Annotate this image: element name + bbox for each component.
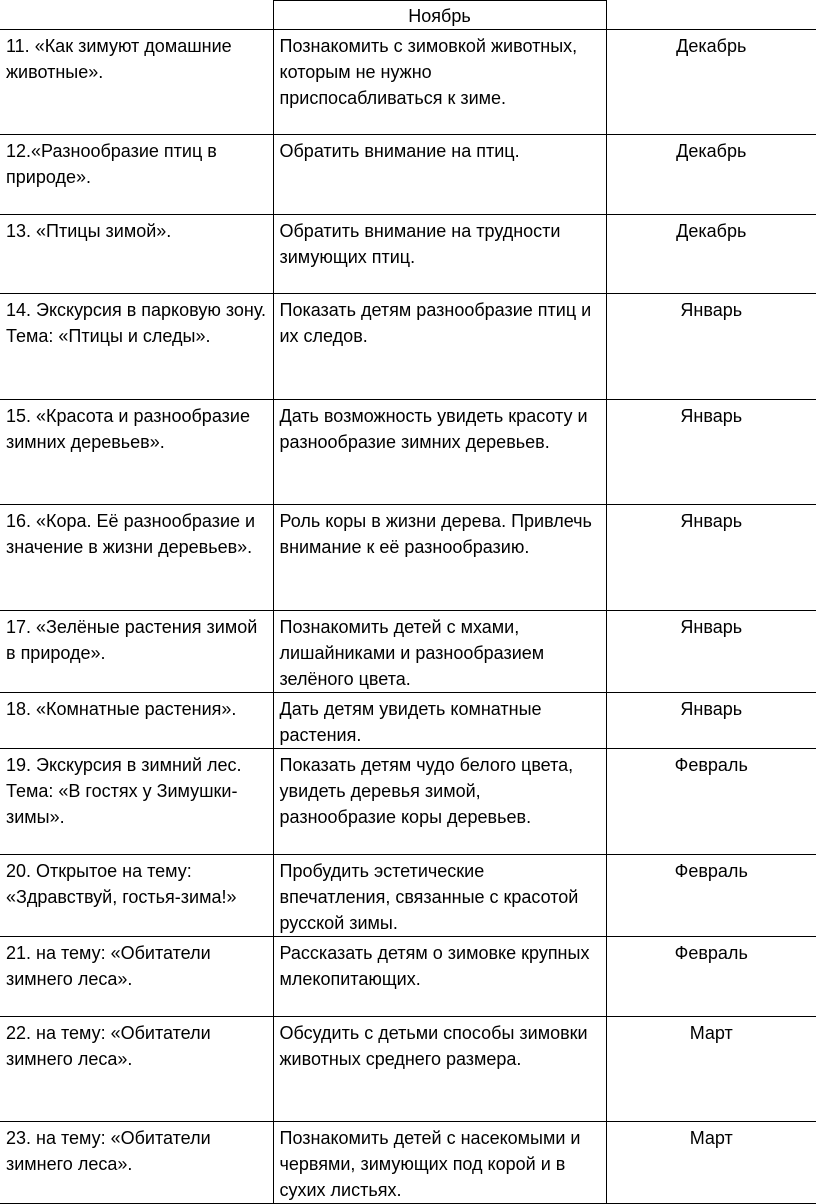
goal-cell: Дать детям увидеть комнатные растения. xyxy=(273,693,606,749)
topic-cell: 11. «Как зимуют домашние животные». xyxy=(0,30,273,135)
goal-cell: Обратить внимание на птиц. xyxy=(273,135,606,215)
goal-cell: Познакомить с зимовкой животных, которым не нужно приспосабливаться к зиме. xyxy=(273,30,606,135)
topic-cell: 17. «Зелёные растения зимой в природе». xyxy=(0,611,273,693)
table-row xyxy=(0,505,816,611)
table-row xyxy=(0,1017,816,1122)
topic-cell: 23. на тему: «Обитатели зимнего леса». xyxy=(0,1122,273,1204)
goal-cell: Рассказать детям о зимовке крупных млекопитающих. xyxy=(273,937,606,1017)
month-cell: Март xyxy=(606,1122,816,1204)
month-cell: Декабрь xyxy=(606,215,816,294)
goal-cell: Обратить внимание на трудности зимующих птиц. xyxy=(273,215,606,294)
goal-cell: Показать детям чудо белого цвета, увидеть деревья зимой, разнообразие коры деревьев. xyxy=(273,749,606,855)
goal-cell: Роль коры в жизни дерева. Привлечь внимание к её разнообразию. xyxy=(273,505,606,611)
table-row xyxy=(0,294,816,400)
month-cell: Март xyxy=(606,1017,816,1122)
month-cell: Январь xyxy=(606,294,816,400)
topic-cell: 12.«Разнообразие птиц в природе». xyxy=(0,135,273,215)
goal-cell: Пробудить эстетические впечатления, связанные с красотой русской зимы. xyxy=(273,855,606,937)
table-row xyxy=(0,611,816,693)
goal-cell: Познакомить детей с мхами, лишайниками и разнообразием зелёного цвета. xyxy=(273,611,606,693)
month-cell: Январь xyxy=(606,505,816,611)
table-row xyxy=(0,215,816,294)
table-row xyxy=(0,400,816,505)
table-row xyxy=(0,855,816,937)
month-cell: Декабрь xyxy=(606,30,816,135)
topic-cell: 14. Экскурсия в парковую зону. Тема: «Птицы и следы». xyxy=(0,294,273,400)
topic-cell: 20. Открытое на тему: «Здравствуй, гостья-зима!» xyxy=(0,855,273,937)
table-row xyxy=(0,1122,816,1204)
topic-cell: 19. Экскурсия в зимний лес. Тема: «В гостях у Зимушки-зимы». xyxy=(0,749,273,855)
table-row xyxy=(0,135,816,215)
goal-cell: Показать детям разнообразие птиц и их следов. xyxy=(273,294,606,400)
month-cell: Февраль xyxy=(606,937,816,1017)
header-empty-cell xyxy=(606,1,816,30)
month-cell: Декабрь xyxy=(606,135,816,215)
table-row xyxy=(0,30,816,135)
header-month-cell: Ноябрь xyxy=(273,1,606,30)
topic-cell: 21. на тему: «Обитатели зимнего леса». xyxy=(0,937,273,1017)
table-row xyxy=(0,693,816,749)
header-blank-cell xyxy=(0,1,273,30)
month-cell: Январь xyxy=(606,400,816,505)
topic-cell: 22. на тему: «Обитатели зимнего леса». xyxy=(0,1017,273,1122)
month-cell: Январь xyxy=(606,611,816,693)
table-row xyxy=(0,749,816,855)
month-cell: Январь xyxy=(606,693,816,749)
goal-cell: Познакомить детей с насекомыми и червями, зимующих под корой и в сухих листьях. xyxy=(273,1122,606,1204)
goal-cell: Дать возможность увидеть красоту и разнообразие зимних деревьев. xyxy=(273,400,606,505)
topic-cell: 16. «Кора. Её разнообразие и значение в жизни деревьев». xyxy=(0,505,273,611)
table-row xyxy=(0,937,816,1017)
topic-cell: 18. «Комнатные растения». xyxy=(0,693,273,749)
topic-cell: 15. «Красота и разнообразие зимних деревьев». xyxy=(0,400,273,505)
topic-cell: 13. «Птицы зимой». xyxy=(0,215,273,294)
table-header-row xyxy=(0,1,816,30)
goal-cell: Обсудить с детьми способы зимовки животных среднего размера. xyxy=(273,1017,606,1122)
month-cell: Февраль xyxy=(606,855,816,937)
month-cell: Февраль xyxy=(606,749,816,855)
